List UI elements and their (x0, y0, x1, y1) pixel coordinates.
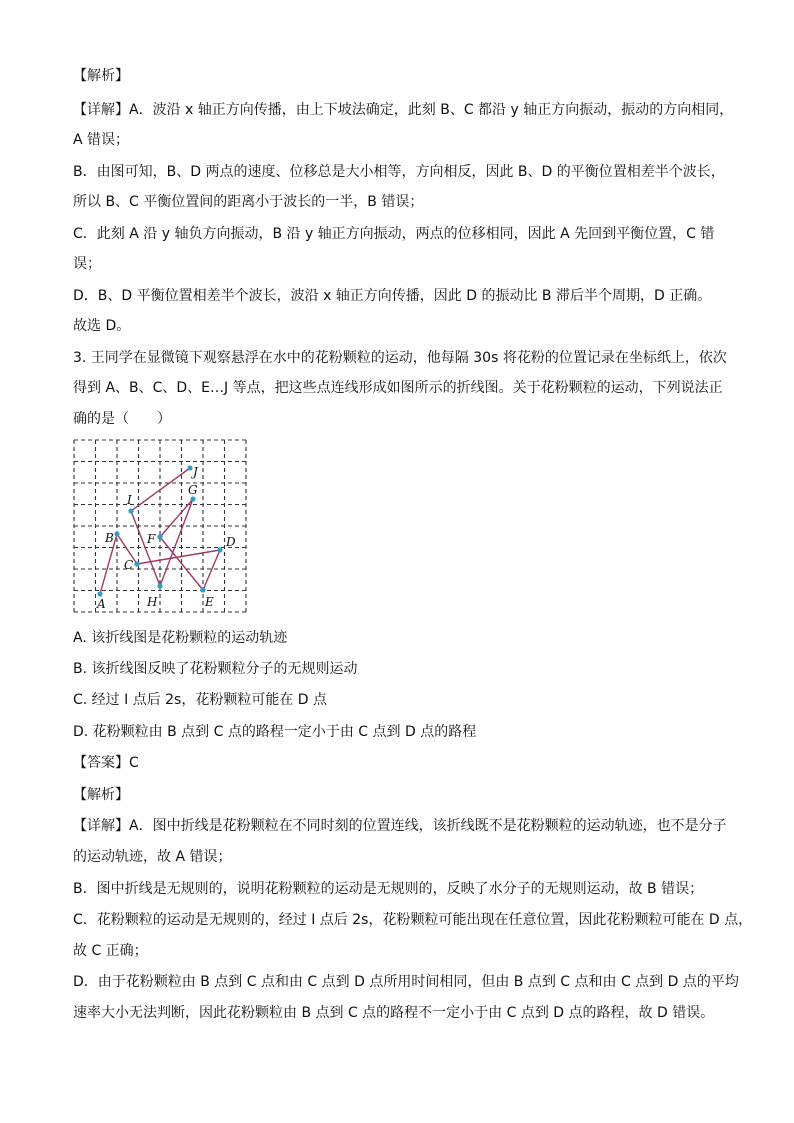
point-label: B (105, 531, 114, 545)
analysis-header: 【解析】 (73, 787, 129, 803)
point-label: H (147, 595, 158, 609)
analysis-line: C．花粉颗粒的运动是无规则的，经过 I 点后 2s，花粉颗粒可能出现在任意位置，因此花粉颗粒可能在 D 点， (73, 912, 753, 928)
trajectory-segment (131, 511, 160, 586)
position-point (187, 465, 192, 470)
answer-line: 【答案】C (73, 755, 139, 771)
analysis-line: 故选 D。 (73, 318, 131, 334)
analysis-line: B．图中折线是无规则的，说明花粉颗粒的运动是无规则的，反映了水分子的无规则运动，故 B 错误； (73, 881, 704, 897)
position-point (157, 583, 162, 588)
analysis-line: C．此刻 A 沿 y 轴负方向振动，B 沿 y 轴正方向振动，两点的位移相同，因此 A 先回到平衡位置，C 错 (73, 226, 715, 242)
trajectory-segment (203, 550, 220, 590)
position-point (128, 508, 133, 513)
analysis-line: 所以 B、C 平衡位置间的距离小于波长的一半，B 错误； (73, 194, 424, 210)
question-text: 得到 A、B、C、D、E…J 等点，把这些点连线形成如图所示的折线图。关于花粉颗粒的运动，下列说法正 (73, 380, 723, 396)
point-label: E (205, 595, 214, 609)
position-point (157, 534, 162, 539)
analysis-line: 速率大小无法判断，因此花粉颗粒由 B 点到 C 点的路程不一定小于由 C 点到 D 点的路程，故 D 错误。 (73, 1005, 715, 1021)
point-label: J (193, 465, 198, 479)
analysis-line: A 错误； (73, 132, 130, 148)
question-text: 确的是（ ） (73, 411, 171, 427)
point-label: D (226, 535, 236, 549)
analysis-line: 【详解】A．波沿 x 轴正方向传播，由上下坡法确定，此刻 B、C 都沿 y 轴正方向振动，振动的方向相同， (73, 102, 734, 118)
point-label: G (188, 483, 198, 497)
point-label: C (124, 558, 134, 572)
analysis-line: D．B、D 平衡位置相差半个波长，波沿 x 轴正方向传播，因此 D 的振动比 B 滞后半个周期，D 正确。 (73, 288, 712, 304)
analysis-line: 误； (73, 256, 101, 272)
analysis-header: 【解析】 (73, 68, 129, 84)
analysis-line: 的运动轨迹，故 A 错误； (73, 849, 232, 865)
position-point (134, 561, 139, 566)
analysis-line: D．由于花粉颗粒由 B 点到 C 点和由 C 点到 D 点所用时间相同，但由 B 点到 C 点和由 C 点到 D 点的平均 (73, 974, 739, 990)
option-a: A. 该折线图是花粉颗粒的运动轨迹 (73, 630, 288, 646)
option-b: B. 该折线图反映了花粉颗粒分子的无规则运动 (73, 661, 358, 677)
analysis-line: 【详解】A．图中折线是花粉颗粒在不同时刻的位置连线，该折线既不是花粉颗粒的运动轨迹，也不是分子 (73, 818, 727, 834)
analysis-line: B．由图可知，B、D 两点的速度、位移总是大小相等，方向相反，因此 B、D 的平衡位置相差半个波长， (73, 164, 725, 180)
point-label: I (127, 493, 132, 507)
question-text: 3. 王同学在显微镜下观察悬浮在水中的花粉颗粒的运动，他每隔 30s 将花粉的位置记录在坐标纸上，依次 (73, 350, 727, 366)
point-label: F (147, 532, 156, 546)
trajectory-figure (72, 438, 248, 616)
position-point (217, 547, 222, 552)
point-label: A (97, 597, 106, 611)
trajectory-segment (160, 499, 193, 537)
option-d: D. 花粉颗粒由 B 点到 C 点的路程一定小于由 C 点到 D 点的路程 (73, 724, 477, 740)
position-point (114, 531, 119, 536)
position-point (200, 587, 205, 592)
position-point (97, 591, 102, 596)
option-c: C. 经过 I 点后 2s，花粉颗粒可能在 D 点 (73, 692, 328, 708)
analysis-line: 故 C 正确； (73, 943, 148, 959)
position-point (190, 496, 195, 501)
